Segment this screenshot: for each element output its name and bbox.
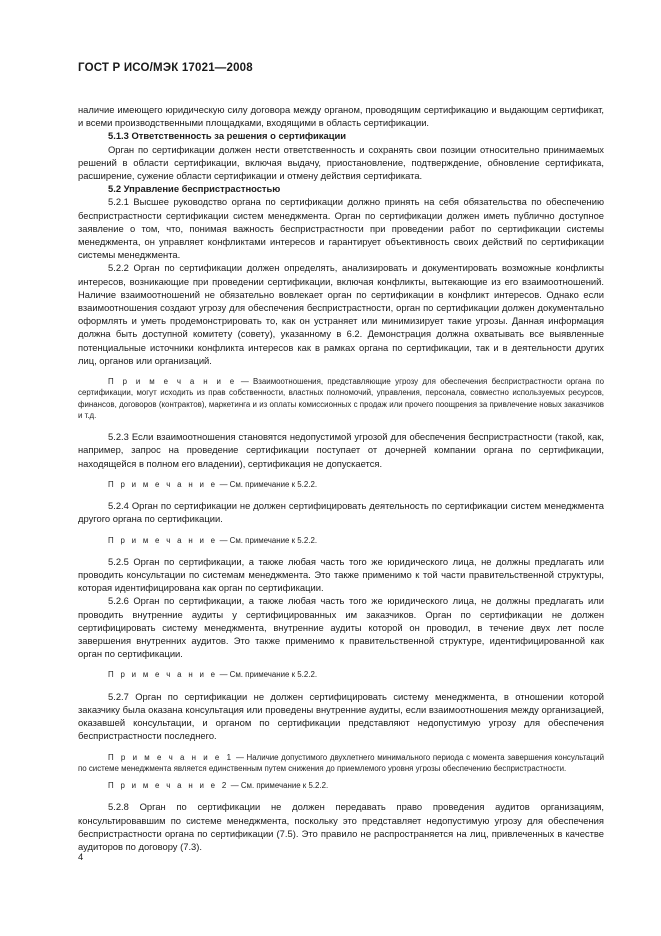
note-text: — Взаимоотношения, представляющие угрозу для обеспечения беспристрастности органа по сертификации, могут исходить из прав собственности, властных полномочий, управления, персонала, совместно используемых ресурсов, финансов, договоров (контрактов), маркетинга и из оплаты комиссионных с продаж или прочего поощрения за привлечение новых заказчиков и т.д.	[78, 377, 604, 420]
paragraph-5-1-3: Орган по сертификации должен нести ответственность и сохранять свои позиции относительно принимаемых решений в области сертификации, включая выдачу, приостановление, подтверждение, обновление сертификата, расширение, сужение области сертификации и отмену действия сертификата.	[78, 143, 604, 182]
paragraph-5-2-1: 5.2.1 Высшее руководство органа по сертификации должно принять на себя обязательства по обеспечению беспристрастности сертификации систем менеджмента. Орган по сертификации должен иметь публично доступное заявление о том, что, понимая важность беспристрастности при проведении работ по сертификации системы менеджмента, он управляет конфликтами интересов и гарантирует объективность своих действий по сертификации системы менеджмента.	[78, 196, 604, 261]
note-label: П р и м е ч а н и е	[108, 670, 218, 680]
note-text: — См. примечание к 5.2.2.	[219, 670, 318, 680]
note-label: П р и м е ч а н и е	[108, 479, 218, 489]
note-5-2-3	[78, 479, 604, 490]
note-label: П р и м е ч а н и е 2	[108, 781, 229, 791]
note-5-2-2	[78, 376, 604, 421]
note-text: — См. примечание к 5.2.2.	[230, 781, 329, 791]
paragraph-5-2-3: 5.2.3 Если взаимоотношения становятся недопустимой угрозой для обеспечения беспристрастности (такой, как, например, запрос на проведение сертификации поступает от дочерней компании органа по сертификации, находящейся в полном его владении), сертификация не допускается.	[78, 431, 604, 469]
note-label: П р и м е ч а н и е	[108, 535, 218, 545]
paragraph-5-2-8: 5.2.8 Орган по сертификации не должен передавать право проведения аудитов организациям, консультировавшим по системе менеджмента, поскольку это представляет недопустимую угрозу для обеспечения беспристрастности органа по сертификации (7.5). Это правило не распространяется на лиц, привлеченных в качестве аудиторов по договору (7.3).	[78, 801, 604, 853]
paragraph-5-2-2: 5.2.2 Орган по сертификации должен определять, анализировать и документировать возможные конфликты интересов, возникающие при проведении сертификации, включая конфликты, вытекающие из его взаимоотношений. Наличие взаимоотношений не обязательно вовлекает орган по сертификации в конфликт интересов. Однако если взаимоотношения создают угрозу для обеспечения беспристрастности, орган по сертификации должен документально оформлять и уметь продемонстрировать то, как он устраняет или минимизирует такие угрозы. Данная информация должна быть доступной комитету (совету), указанному в 6.2. Демонстрация должна охватывать все выявленные потенциальные источники конфликта интересов как в рамках органа по сертификации, так и в деятельности других лиц, органов или организаций.	[78, 262, 604, 366]
paragraph-5-2-7: 5.2.7 Орган по сертификации не должен сертифицировать систему менеджмента, в отношении которой заказчику была оказана консультация или проведены внутренние аудиты, если взаимоотношения между организацией, оказавшей консультации, и органом по сертификации представляют недопустимую угрозу для обеспечения беспристрастности последнего.	[78, 690, 604, 742]
section-heading-5-2: 5.2 Управление беспристрастностью	[108, 183, 281, 195]
paragraph-5-2-5: 5.2.5 Орган по сертификации, а также любая часть того же юридического лица, не должны предлагать или проводить консультации по системам менеджмента. Это также применимо к той части правительственной структуры, которая идентифицирована как орган по сертификации.	[78, 555, 604, 594]
note-5-2-6	[78, 669, 604, 680]
note-label: П р и м е ч а н и е	[108, 377, 237, 387]
document-page	[78, 62, 604, 853]
paragraph-5-2-4: 5.2.4 Орган по сертификации не должен сертифицировать деятельность по сертификации систем менеджмента другого органа по сертификации.	[78, 500, 604, 525]
page-number: 4	[78, 851, 84, 862]
note-5-2-4	[78, 535, 604, 546]
note-text: — См. примечание к 5.2.2.	[219, 535, 318, 545]
note-2-5-2-7	[78, 780, 604, 791]
document-header: ГОСТ Р ИСО/МЭК 17021—2008	[78, 62, 253, 74]
note-text: — См. примечание к 5.2.2.	[219, 479, 318, 489]
paragraph-continuation: наличие имеющего юридическую силу договора между органом, проводящим сертификацию и выдающим сертификат, и всеми производственными площадками, входящими в область сертификации.	[78, 104, 604, 129]
paragraph-5-2-6: 5.2.6 Орган по сертификации, а также любая часть того же юридического лица, не должны предлагать или проводить внутренние аудиты у сертифицированных им заказчиков. Орган по сертификации не должен сертифицировать систему менеджмента, внутренние аудиты которой он проводил, в течение двух лет после завершения внутренних аудитов. Это также применимо к правительственной структуре, идентифицированной как орган по сертификации.	[78, 595, 604, 660]
note-1-5-2-7	[78, 752, 604, 775]
section-heading-5-1-3: 5.1.3 Ответственность за решения о сертификации	[108, 130, 346, 142]
note-label: П р и м е ч а н и е 1	[108, 752, 234, 762]
note-text: — Наличие допустимого двухлетнего минимального периода с момента завершения консультаций по системе менеджмента является единственным путем снижения до приемлемого уровня угрозы обеспечению беспристрастности.	[78, 752, 604, 773]
